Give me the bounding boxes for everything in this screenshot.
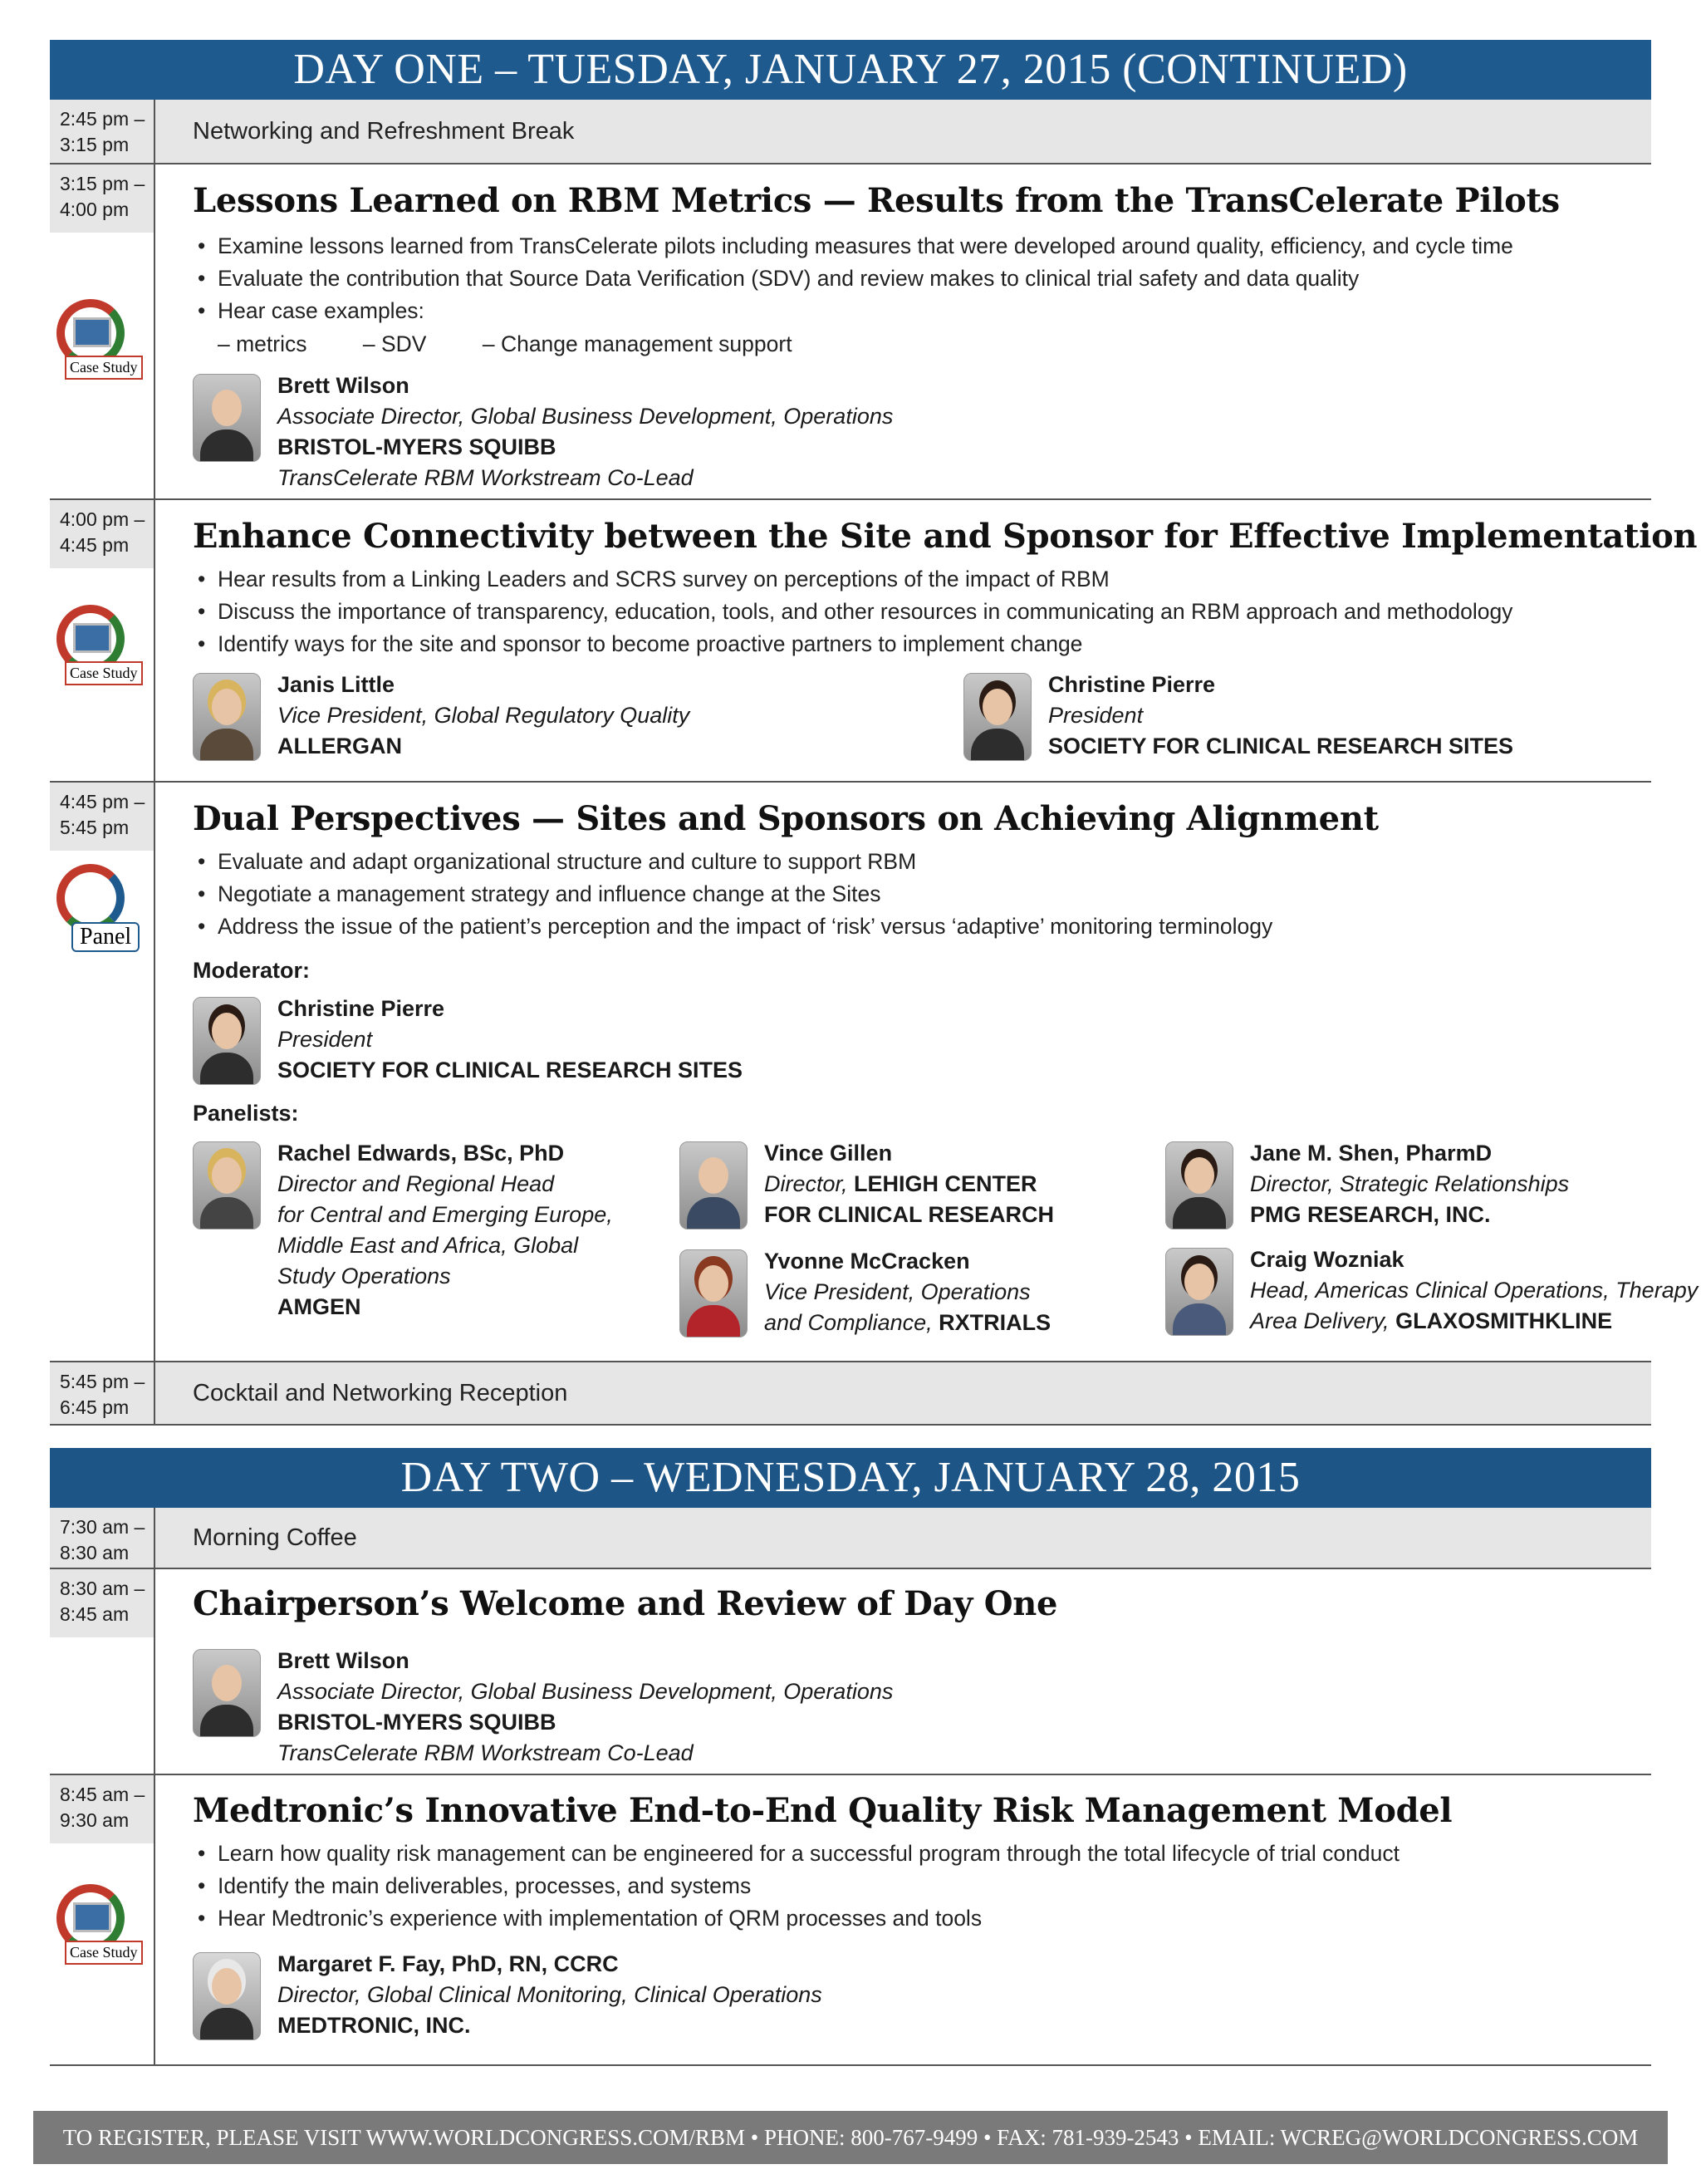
sub-item: – metrics [218, 331, 307, 356]
speaker-title: Director, Strategic Relationships [1250, 1171, 1570, 1196]
sub-item: – Change management support [482, 331, 792, 356]
session-title: Dual Perspectives — Sites and Sponsors on Achieving Alignment [193, 799, 1379, 838]
speaker-title: Middle East and Africa, Global [277, 1233, 579, 1258]
speaker-title: Associate Director, Global Business Development, Operations [277, 404, 894, 429]
panel-badge: Panel [53, 864, 153, 964]
divider [50, 1774, 1651, 1775]
speaker-org: FOR CLINICAL RESEARCH [764, 1202, 1055, 1227]
speaker-photo [1165, 1141, 1233, 1229]
day-two-header: DAY TWO – WEDNESDAY, JANUARY 28, 2015 [50, 1448, 1651, 1508]
divider [50, 163, 1651, 164]
speaker-note: TransCelerate RBM Workstream Co-Lead [277, 465, 694, 490]
bullet-item: • Hear case examples: [193, 295, 1513, 327]
speaker-title: President [277, 1027, 373, 1052]
speaker-title: Area Delivery, [1250, 1308, 1390, 1333]
bullet-item: • Identify the main deliverables, processes, and systems [193, 1870, 1400, 1902]
divider [50, 1568, 1651, 1569]
speaker-name: Yvonne McCracken [764, 1249, 970, 1274]
bullet-item: • Discuss the importance of transparency, education, tools, and other resources in communicating an RBM approach and methodology [193, 596, 1512, 628]
speaker-photo [679, 1141, 748, 1229]
session-bullets [193, 1838, 1400, 1935]
speaker-photo [193, 374, 261, 462]
divider [50, 498, 1651, 500]
speaker-name: Brett Wilson [277, 1648, 409, 1673]
time-column-divider [154, 100, 155, 1424]
speaker-photo [679, 1249, 748, 1337]
bullet-item: • Examine lessons learned from TransCelerate pilots including measures that were developed around quality, efficiency, and cycle time [193, 230, 1513, 263]
speaker-title: Director and Regional Head [277, 1171, 555, 1196]
speaker-name: Rachel Edwards, BSc, PhD [277, 1141, 565, 1166]
break-title: Networking and Refreshment Break [155, 100, 1651, 163]
time-cell: 3:15 pm – 4:00 pm [50, 164, 154, 233]
speaker-title: Vice President, Operations [764, 1279, 1031, 1304]
time-cell: 8:30 am – 8:45 am [50, 1569, 154, 1637]
speaker-photo [193, 997, 261, 1085]
bullet-item: • Address the issue of the patient’s perception and the impact of ‘risk’ versus ‘adaptive’ monitoring terminology [193, 910, 1272, 943]
reception-title: Cocktail and Networking Reception [155, 1362, 1651, 1424]
computer-icon [73, 1902, 111, 1932]
speaker-org: PMG RESEARCH, INC. [1250, 1202, 1491, 1227]
speaker-photo [193, 1649, 261, 1737]
panelists-label: Panelists: [193, 1101, 299, 1126]
speaker-photo [963, 673, 1032, 761]
speaker-org: ALLERGAN [277, 734, 402, 758]
speaker-org: BRISTOL-MYERS SQUIBB [277, 434, 556, 459]
day-one-header: DAY ONE – TUESDAY, JANUARY 27, 2015 (CONTINUED) [50, 40, 1651, 100]
bullet-item: • Negotiate a management strategy and influence change at the Sites [193, 878, 1272, 910]
bullet-item: • Hear Medtronic’s experience with implementation of QRM processes and tools [193, 1902, 1400, 1935]
computer-icon [73, 317, 111, 347]
speaker-name: Vince Gillen [764, 1141, 893, 1166]
speaker-title: Associate Director, Global Business Development, Operations [277, 1679, 894, 1704]
speaker-org: LEHIGH CENTER [854, 1171, 1037, 1196]
bullet-item: • Hear results from a Linking Leaders and SCRS survey on perceptions of the impact of RBM [193, 563, 1512, 596]
case-study-badge: Case Study [53, 605, 153, 704]
session-bullets [193, 846, 1272, 943]
bullet-item: • Evaluate the contribution that Source Data Verification (SDV) and review makes to clinical trial safety and data quality [193, 263, 1513, 295]
speaker-title: Vice President, Global Regulatory Quality [277, 703, 690, 728]
speaker-org: SOCIETY FOR CLINICAL RESEARCH SITES [277, 1058, 743, 1082]
registration-footer: TO REGISTER, PLEASE VISIT WWW.WORLDCONGRESS.COM/RBM • PHONE: 800-767-9499 • FAX: 781-939-2543 • EMAIL: WCREG@WORLDCONGRESS.COM [33, 2111, 1668, 2164]
speaker-title: Director, Global Clinical Monitoring, Clinical Operations [277, 1982, 822, 2007]
session-title: Enhance Connectivity between the Site and Sponsor for Effective Implementation [193, 517, 1698, 556]
speaker-name: Christine Pierre [277, 996, 445, 1021]
speaker-photo [193, 1141, 261, 1229]
case-examples [218, 331, 842, 357]
moderator-label: Moderator: [193, 958, 310, 983]
speaker-title: President [1048, 703, 1144, 728]
time-cell: 8:45 am – 9:30 am [50, 1775, 154, 1843]
time-cell: 4:45 pm – 5:45 pm [50, 783, 154, 851]
speaker-name: Jane M. Shen, PharmD [1250, 1141, 1493, 1166]
session-title: Lessons Learned on RBM Metrics — Results from the TransCelerate Pilots [193, 181, 1560, 220]
speaker-org: SOCIETY FOR CLINICAL RESEARCH SITES [1048, 734, 1514, 758]
session-title: Medtronic’s Innovative End-to-End Quality Risk Management Model [193, 1791, 1453, 1830]
speaker-name: Craig Wozniak [1250, 1247, 1404, 1272]
bullet-item: • Learn how quality risk management can be engineered for a successful program through the total lifecycle of trial conduct [193, 1838, 1400, 1870]
time-cell: 2:45 pm – 3:15 pm [50, 100, 154, 163]
computer-icon [73, 623, 111, 653]
speaker-photo [193, 673, 261, 761]
speaker-title: for Central and Emerging Europe, [277, 1202, 613, 1227]
speaker-title: Study Operations [277, 1264, 451, 1288]
speaker-note: TransCelerate RBM Workstream Co-Lead [277, 1740, 694, 1765]
divider [50, 781, 1651, 783]
speaker-org: RXTRIALS [939, 1310, 1051, 1335]
time-cell: 4:00 pm – 4:45 pm [50, 500, 154, 568]
time-cell: 7:30 am – 8:30 am [50, 1508, 154, 1568]
time-cell: 5:45 pm – 6:45 pm [50, 1362, 154, 1424]
speaker-title: Head, Americas Clinical Operations, Therapy [1250, 1278, 1699, 1303]
case-study-badge: Case Study [53, 1884, 153, 1984]
coffee-title: Morning Coffee [155, 1508, 1651, 1568]
session-title: Chairperson’s Welcome and Review of Day One [193, 1584, 1058, 1623]
speaker-photo [1165, 1248, 1233, 1336]
sub-item: – SDV [362, 331, 427, 356]
bullet-item: • Identify ways for the site and sponsor to become proactive partners to implement change [193, 628, 1512, 660]
speaker-name: Brett Wilson [277, 373, 409, 398]
session-bullets [193, 230, 1513, 327]
speaker-org: MEDTRONIC, INC. [277, 2013, 471, 2038]
speaker-org: AMGEN [277, 1294, 361, 1319]
speaker-title: Director, [764, 1171, 848, 1196]
case-study-badge: Case Study [53, 299, 153, 399]
divider [50, 1424, 1651, 1426]
divider [50, 2064, 1651, 2066]
speaker-name: Janis Little [277, 672, 395, 697]
speaker-org: GLAXOSMITHKLINE [1395, 1308, 1613, 1333]
speaker-title: and Compliance, [764, 1310, 933, 1335]
speaker-photo [193, 1952, 261, 2040]
speaker-name: Margaret F. Fay, PhD, RN, CCRC [277, 1951, 619, 1976]
bullet-item: • Evaluate and adapt organizational structure and culture to support RBM [193, 846, 1272, 878]
speaker-name: Christine Pierre [1048, 672, 1216, 697]
time-column-divider [154, 1508, 155, 2064]
speaker-org: BRISTOL-MYERS SQUIBB [277, 1710, 556, 1735]
session-bullets [193, 563, 1512, 660]
